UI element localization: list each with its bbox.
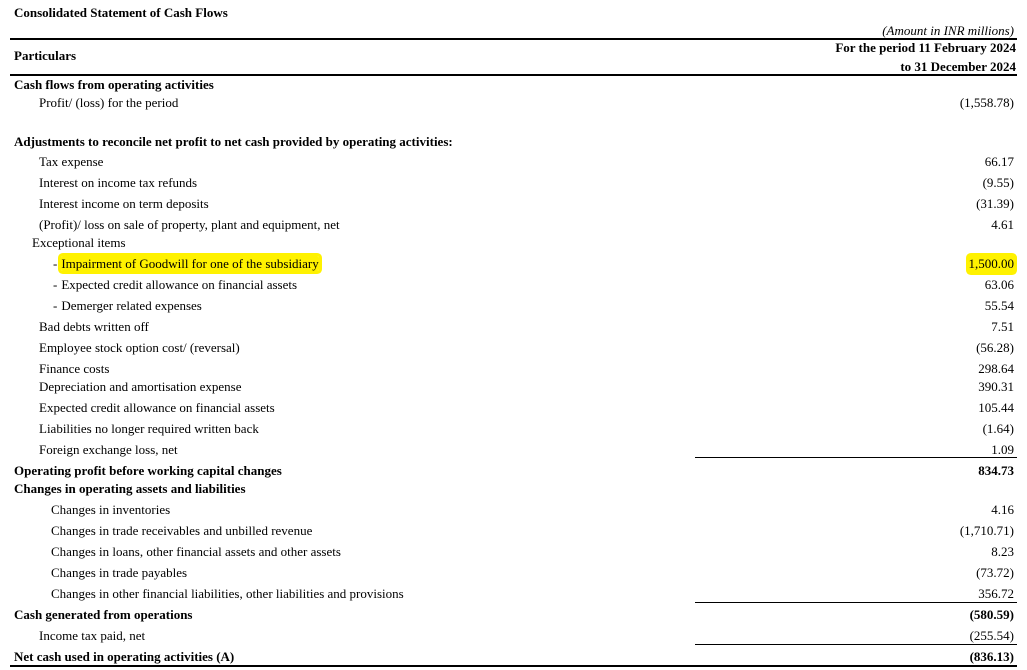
row-label: Tax expense bbox=[39, 154, 104, 169]
subtotal-rule bbox=[695, 602, 1017, 603]
row-label: Finance costs bbox=[39, 361, 110, 376]
table-row bbox=[0, 277, 1027, 297]
row-value: (836.13) bbox=[969, 649, 1014, 664]
particulars-header: Particulars bbox=[14, 48, 77, 63]
table-row-subtotal bbox=[0, 607, 1027, 627]
table-row-highlighted bbox=[0, 256, 1027, 276]
row-label bbox=[53, 256, 319, 272]
row-label bbox=[53, 298, 202, 314]
row-label: Cash flows from operating activities bbox=[14, 77, 214, 92]
subtotal-rule bbox=[695, 644, 1017, 645]
row-label: Changes in loans, other financial assets and other assets bbox=[51, 544, 341, 559]
table-row bbox=[0, 340, 1027, 360]
table-row bbox=[0, 361, 1027, 381]
row-value: (31.39) bbox=[976, 196, 1014, 211]
row-label: Foreign exchange loss, net bbox=[39, 442, 178, 457]
row-label: Changes in operating assets and liabilities bbox=[14, 481, 246, 496]
table-row bbox=[0, 400, 1027, 420]
row-value: 66.17 bbox=[984, 154, 1014, 169]
table-row bbox=[0, 235, 1027, 255]
row-label: Employee stock option cost/ (reversal) bbox=[39, 340, 240, 355]
table-row-subtotal bbox=[0, 463, 1027, 483]
table-row bbox=[0, 421, 1027, 441]
row-label: Cash generated from operations bbox=[14, 607, 193, 622]
row-value: (9.55) bbox=[982, 175, 1014, 190]
row-value: (1,558.78) bbox=[959, 95, 1014, 110]
row-label-text: Demerger related expenses bbox=[61, 298, 202, 313]
row-label: Net cash used in operating activities (A) bbox=[14, 649, 235, 664]
row-value: 1.09 bbox=[991, 442, 1014, 457]
table-row bbox=[0, 379, 1027, 399]
row-value: 298.64 bbox=[978, 361, 1014, 376]
row-value: (73.72) bbox=[976, 565, 1014, 580]
row-label: (Profit)/ loss on sale of property, plant and equipment, net bbox=[39, 217, 340, 232]
row-label: Changes in trade receivables and unbilled revenue bbox=[51, 523, 313, 538]
row-value: 390.31 bbox=[978, 379, 1014, 394]
table-row bbox=[0, 154, 1027, 174]
table-row bbox=[0, 134, 1027, 154]
row-label: Changes in inventories bbox=[51, 502, 171, 517]
row-value: 55.54 bbox=[984, 298, 1014, 313]
header-bottom-rule bbox=[10, 74, 1017, 76]
row-value: 105.44 bbox=[978, 400, 1014, 415]
row-label: Adjustments to reconcile net profit to net cash provided by operating activities: bbox=[14, 134, 453, 149]
bullet-dash: - bbox=[53, 277, 58, 292]
table-row bbox=[0, 196, 1027, 216]
row-value: 356.72 bbox=[978, 586, 1014, 601]
table-row bbox=[0, 298, 1027, 318]
row-label: Income tax paid, net bbox=[39, 628, 146, 643]
row-label: Changes in other financial liabilities, other liabilities and provisions bbox=[51, 586, 404, 601]
row-label: Interest on income tax refunds bbox=[39, 175, 198, 190]
table-row bbox=[0, 481, 1027, 501]
highlighted-value: 1,500.00 bbox=[968, 256, 1014, 271]
row-label: Expected credit allowance on financial assets bbox=[39, 400, 275, 415]
table-row bbox=[0, 544, 1027, 564]
bullet-dash: - bbox=[53, 256, 58, 271]
table-row bbox=[0, 565, 1027, 585]
table-row bbox=[0, 319, 1027, 339]
table-row bbox=[0, 502, 1027, 522]
amount-unit-note: (Amount in INR millions) bbox=[882, 23, 1014, 38]
row-label: Bad debts written off bbox=[39, 319, 149, 334]
row-value: (255.54) bbox=[969, 628, 1014, 643]
table-row bbox=[0, 217, 1027, 237]
table-row bbox=[0, 175, 1027, 195]
row-value: 8.23 bbox=[991, 544, 1014, 559]
table-row bbox=[0, 523, 1027, 543]
row-value: 4.61 bbox=[991, 217, 1014, 232]
row-label: Interest income on term deposits bbox=[39, 196, 209, 211]
row-label-text: Expected credit allowance on financial assets bbox=[61, 277, 298, 292]
table-row bbox=[0, 442, 1027, 462]
subtotal-rule bbox=[695, 457, 1017, 458]
row-value: (56.28) bbox=[976, 340, 1014, 355]
row-value: (1.64) bbox=[982, 421, 1014, 436]
row-label: Changes in trade payables bbox=[51, 565, 188, 580]
row-label: Liabilities no longer required written back bbox=[39, 421, 259, 436]
row-value: 63.06 bbox=[984, 277, 1014, 292]
row-label bbox=[53, 277, 297, 293]
row-label: Operating profit before working capital changes bbox=[14, 463, 282, 478]
row-value: 834.73 bbox=[978, 463, 1014, 478]
row-label: Depreciation and amortisation expense bbox=[39, 379, 242, 394]
table-row bbox=[0, 586, 1027, 606]
table-row bbox=[0, 95, 1027, 115]
bullet-dash: - bbox=[53, 298, 58, 313]
period-header-line2: to 31 December 2024 bbox=[900, 59, 1016, 74]
row-value: (1,710.71) bbox=[959, 523, 1014, 538]
total-rule bbox=[10, 665, 1017, 667]
highlighted-label: Impairment of Goodwill for one of the subsidiary bbox=[61, 256, 319, 271]
row-value: (580.59) bbox=[969, 607, 1014, 622]
statement-title: Consolidated Statement of Cash Flows bbox=[14, 5, 228, 20]
period-header-line1: For the period 11 February 2024 bbox=[835, 40, 1016, 55]
table-row bbox=[0, 77, 1027, 97]
row-value: 7.51 bbox=[991, 319, 1014, 334]
row-value: 4.16 bbox=[991, 502, 1014, 517]
table-row bbox=[0, 628, 1027, 648]
row-label: Profit/ (loss) for the period bbox=[39, 95, 179, 110]
row-label: Exceptional items bbox=[32, 235, 126, 250]
